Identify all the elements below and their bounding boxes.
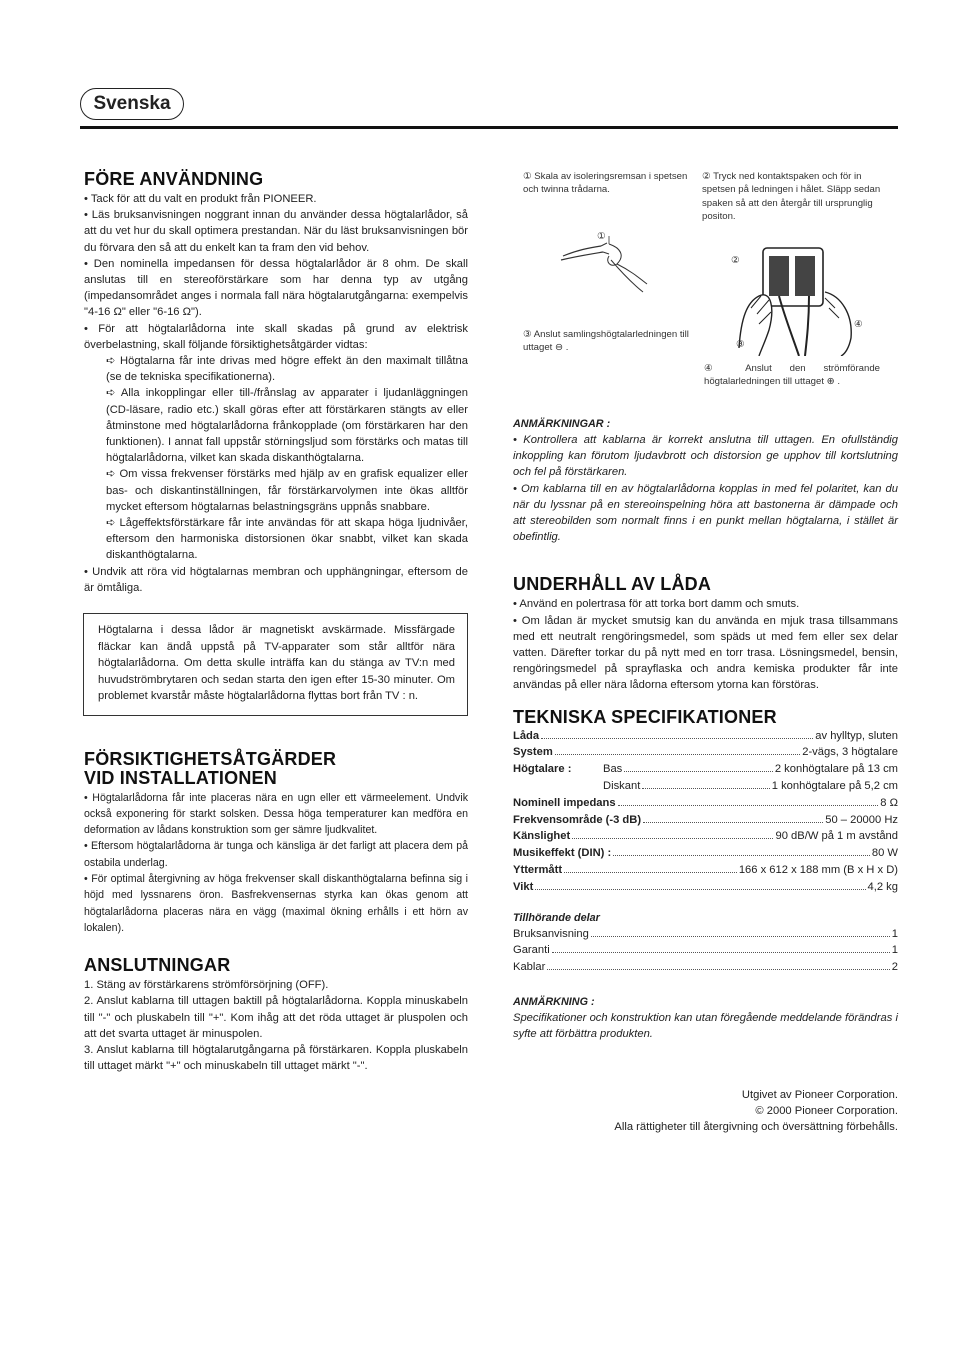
- spec-row: [513, 828, 898, 845]
- spec-value: 80 W: [871, 847, 898, 860]
- spec-key: Känslighet: [513, 830, 571, 843]
- leader-dots: [591, 936, 890, 937]
- callout-2: ②: [731, 255, 740, 266]
- terminal-hands-illustration: [729, 238, 859, 356]
- accessory-name: Kablar: [513, 961, 546, 974]
- accessory-count: 1: [891, 927, 898, 940]
- wire-strip-illustration: [553, 226, 673, 306]
- underhall-section: [513, 575, 898, 693]
- accessory-count: 1: [891, 944, 898, 957]
- spec-key: Vikt: [513, 880, 534, 893]
- section-title-forsik-1: FÖRSIKTIGHETSÅTGÄRDER: [84, 748, 337, 769]
- paragraph: • För att högtalarlådorna inte skall skadas på grund av elektrisk överbelastning, skall följande försiktighetsåtgärder vidtas:: [84, 322, 468, 351]
- callout-3: ③: [736, 339, 745, 350]
- paragraph: • För optimal återgivning av höga frekvenser skall diskanthögtalarna befinna sig i höjd med lyssnarens öron. Basfrekvensernas styrka kan ökas genom att högtalarlådorna placeras nära en vägg (maximal ökning erhålls i ett hörn av lokalen).: [84, 873, 468, 934]
- step: 2. Anslut kablarna till uttagen baktill på högtalarlådorna. Koppla minuskabeln till "-" och pluskabeln till "+". Kom ihåg att det röda uttaget är pluspolen och att det svarta uttaget är minuspolen.: [84, 995, 468, 1040]
- spec-value: 2-vägs, 3 högtalare: [802, 746, 898, 759]
- spec-value: 166 x 612 x 188 mm (B x H x D): [738, 864, 898, 877]
- header-rule: [80, 126, 898, 129]
- left-column: [84, 170, 468, 1074]
- accessory-count: 2: [891, 961, 898, 974]
- accessories-title: Tillhörande delar: [513, 911, 600, 924]
- spec-key: System: [513, 746, 553, 759]
- spec-key: Frekvensområde (-3 dB): [513, 813, 642, 826]
- publisher-line: Utgivet av Pioneer Corporation.: [741, 1089, 898, 1101]
- figure-caption-4: ④ Anslut den strömförande högtalarledningen till uttaget ⊕ .: [704, 363, 880, 388]
- tech-specs-section: [513, 708, 898, 976]
- sub-paragraph: ➪ Alla inkopplingar eller till-/frånslag av apparater i ljudanläggningen (CD-läsare, radio etc.) skall göras efter att förstärkaren stängts av eller åtminstone med högtalarlådorna frånkopplade (om förstärkaren har den funktionen). I annat fall uppstår störningsljud som förstärks och matas till högtalarlådorna, vilket kan skada diskanthögtalarna.: [106, 387, 468, 465]
- spec-subkey: Bas: [603, 763, 623, 776]
- spec-row: [513, 761, 898, 778]
- leader-dots: [535, 889, 865, 890]
- leader-dots: [624, 771, 773, 772]
- leader-dots: [552, 952, 890, 953]
- figure-caption-3: ③ Anslut samlingshögtalarledningen till uttaget ⊖ .: [523, 329, 689, 354]
- sub-paragraph: ➪ Om vissa frekvenser förstärks med hjälp av en grafisk equalizer eller bas- och diskantinställningen, får förstärkarvolymen inte ökas alltför mycket eftersom högtalarnas belastningsgräns uppnås snabbare.: [106, 468, 468, 513]
- spec-value: av hylltyp, sluten: [815, 729, 898, 742]
- notes-section-1: [513, 416, 898, 545]
- spec-row: [513, 879, 898, 896]
- accessory-row: [513, 959, 898, 976]
- anslutningar-section: [84, 956, 468, 1074]
- paragraph: • Läs bruksanvisningen noggrant innan du använder dessa högtalarlådor, så att du vet hur du skall optimera prestandan. När du läst bruksanvisningen bör du förvara den så att du enkelt kan ta fram den vid behov.: [84, 209, 468, 254]
- paragraph: • Högtalarlådorna får inte placeras nära en ugn eller ett värmeelement. Undvik också exponering för starkt solsken. Dessa höga temperaturer kan medföra en deformation av lådans konstruktion som ger sämre ljudkvalitet.: [84, 791, 468, 837]
- figure-caption-1: ① Skala av isoleringsremsan i spetsen och twinna trådarna.: [523, 171, 688, 196]
- spec-row: [513, 778, 898, 795]
- spec-row: [513, 812, 898, 829]
- step: 3. Anslut kablarna till högtalarutgångarna på förstärkaren. Koppla pluskabeln till uttaget märkt "+" och minuskabeln till uttaget märkt "-".: [84, 1044, 468, 1073]
- spec-value: 1 konhögtalare på 5,2 cm: [771, 780, 898, 793]
- spec-row: [513, 744, 898, 761]
- accessory-row: [513, 926, 898, 943]
- spec-row: [513, 728, 898, 745]
- leader-dots: [613, 855, 870, 856]
- callout-4: ④: [854, 319, 863, 330]
- section-title-fore: FÖRE ANVÄNDNING: [84, 169, 264, 189]
- spec-subkey: Diskant: [603, 780, 641, 793]
- step: 1. Stäng av förstärkarens strömförsörjning (OFF).: [84, 979, 329, 992]
- leader-dots: [618, 805, 879, 806]
- paragraph: • Använd en polertrasa för att torka bort damm och smuts.: [513, 598, 800, 611]
- spec-value: 4,2 kg: [867, 880, 898, 893]
- spec-value: 90 dB/W på 1 m avstånd: [775, 830, 898, 843]
- connection-figures: [513, 170, 898, 408]
- accessories: [513, 910, 898, 976]
- spec-value: 2 konhögtalare på 13 cm: [774, 763, 898, 776]
- accessory-name: Bruksanvisning: [513, 927, 589, 940]
- paragraph: • Den nominella impedansen för dessa högtalarlådor är 8 ohm. De skall anslutas till en stereoförstärkare som har denna typ av utgång (impedansområdet anges i normala fall nära högtalarutgångarna: exempelvis "4-16 Ω" eller "6-16 Ω").: [84, 257, 468, 319]
- section-title-underhall: UNDERHÅLL AV LÅDA: [513, 574, 712, 595]
- leader-dots: [642, 788, 769, 789]
- figure-caption-2: ② Tryck ned kontaktspaken och för in spetsen på ledningen i hålet. Släpp sedan spaken så att den återgår till ursprunglig positon.: [702, 171, 881, 223]
- accessory-name: Garanti: [513, 944, 550, 957]
- forsik-section: [84, 750, 468, 937]
- notes-title: ANMÄRKNING :: [513, 996, 595, 1008]
- spec-key: Låda: [513, 729, 540, 742]
- section-title-forsik-2: VID INSTALLATIONEN: [84, 767, 277, 788]
- right-column: [513, 170, 898, 1042]
- publisher-info: [614, 1087, 898, 1136]
- magnetic-shield-notice: [83, 613, 468, 716]
- spec-row: [513, 795, 898, 812]
- paragraph: • Om lådan är mycket smutsig kan du använda en mjuk trasa tillsammans med ett neutralt rengöringsmedel, som späds ut med fem eller sex delar vatten. Därefter torkar du på nytt med en torr trasa. Lösningsmedel, bensin, rengöringsmedel på sprayflaska och andra kemiska produkter får inte användas på eller nära lådorna eftersom ytorna kan förstöras.: [513, 614, 898, 692]
- sub-paragraph: ➪ Lågeffektsförstärkare får inte användas för att skapa höga ljudnivåer, eftersom den harmoniska distorsionen ökar snabbt, vilket kan skada diskanthögtalarna.: [106, 517, 468, 562]
- spec-key: Musikeffekt (DIN) :: [513, 847, 612, 860]
- leader-dots: [572, 838, 773, 839]
- leader-dots: [643, 822, 823, 823]
- notes-section-2: [513, 994, 898, 1042]
- note: • Kontrollera att kablarna är korrekt anslutna till uttagen. En ofullständig inkoppling kan förutom ljudavbrott och distorsion ge upphov till kortslutning och fel på förstärkaren.: [513, 434, 898, 479]
- section-title-tech: TEKNISKA SPECIFIKATIONER: [513, 706, 777, 727]
- rights-line: Alla rättigheter till återgivning och översättning förbehålls.: [614, 1121, 898, 1134]
- leader-dots: [555, 754, 800, 755]
- notice-text: Högtalarna i dessa lådor är magnetiskt avskärmade. Missfärgade fläckar kan ändå uppstå på TV-apparater som står alltför nära högtalarlådorna. Om detta skulle inträffa kan du stänga av TV:n med huvudströmbrytaren och sedan starta den igen efter 15-30 minuter. Om problemet kvarstår måste högtalarlådorna flyttas bort från TV : n.: [98, 624, 455, 703]
- accessory-row: [513, 942, 898, 959]
- leader-dots: [547, 969, 889, 970]
- spec-value: 50 – 20000 Hz: [825, 813, 898, 826]
- leader-dots: [564, 872, 737, 873]
- paragraph: • Undvik att röra vid högtalarnas membran och upphängningar, eftersom de är ömtåliga.: [84, 565, 468, 594]
- paragraph: • Eftersom högtalarlådorna är tunga och känsliga är det farligt att placera dem på ostabila underlag.: [84, 840, 468, 869]
- language-tab: Svenska: [80, 88, 184, 120]
- spec-key: Högtalare :: [513, 763, 572, 776]
- accessory-list: [513, 926, 898, 976]
- spec-table: [513, 728, 898, 896]
- spec-value: 8 Ω: [880, 796, 898, 809]
- section-title-anslutningar: ANSLUTNINGAR: [84, 955, 231, 976]
- notes-title: ANMÄRKNINGAR :: [513, 418, 611, 430]
- callout-1: ①: [597, 231, 606, 242]
- note: Specifikationer och konstruktion kan utan föregående meddelande förändras i syfte att förbättra produkten.: [513, 1012, 898, 1041]
- sub-paragraph: ➪ Högtalarna får inte drivas med högre effekt än den maximalt tillåtna (se de tekniska specifikationerna).: [106, 355, 468, 384]
- fore-body: [84, 191, 468, 596]
- spec-key: Nominell impedans: [513, 796, 616, 809]
- leader-dots: [541, 738, 813, 739]
- paragraph: • Tack för att du valt en produkt från PIONEER.: [84, 193, 317, 205]
- copyright-line: © 2000 Pioneer Corporation.: [755, 1105, 898, 1118]
- note: • Om kablarna till en av högtalarlådorna kopplas in med fel polaritet, kan du när du lyssnar på en stereoinspelning höra att bastonerna är dämpade och att stereobilden som normalt finns i en punkt mellan högtalarna, i stället är obefintlig.: [513, 482, 898, 544]
- spec-row: [513, 845, 898, 862]
- spec-row: [513, 862, 898, 879]
- spec-key: Yttermått: [513, 864, 563, 877]
